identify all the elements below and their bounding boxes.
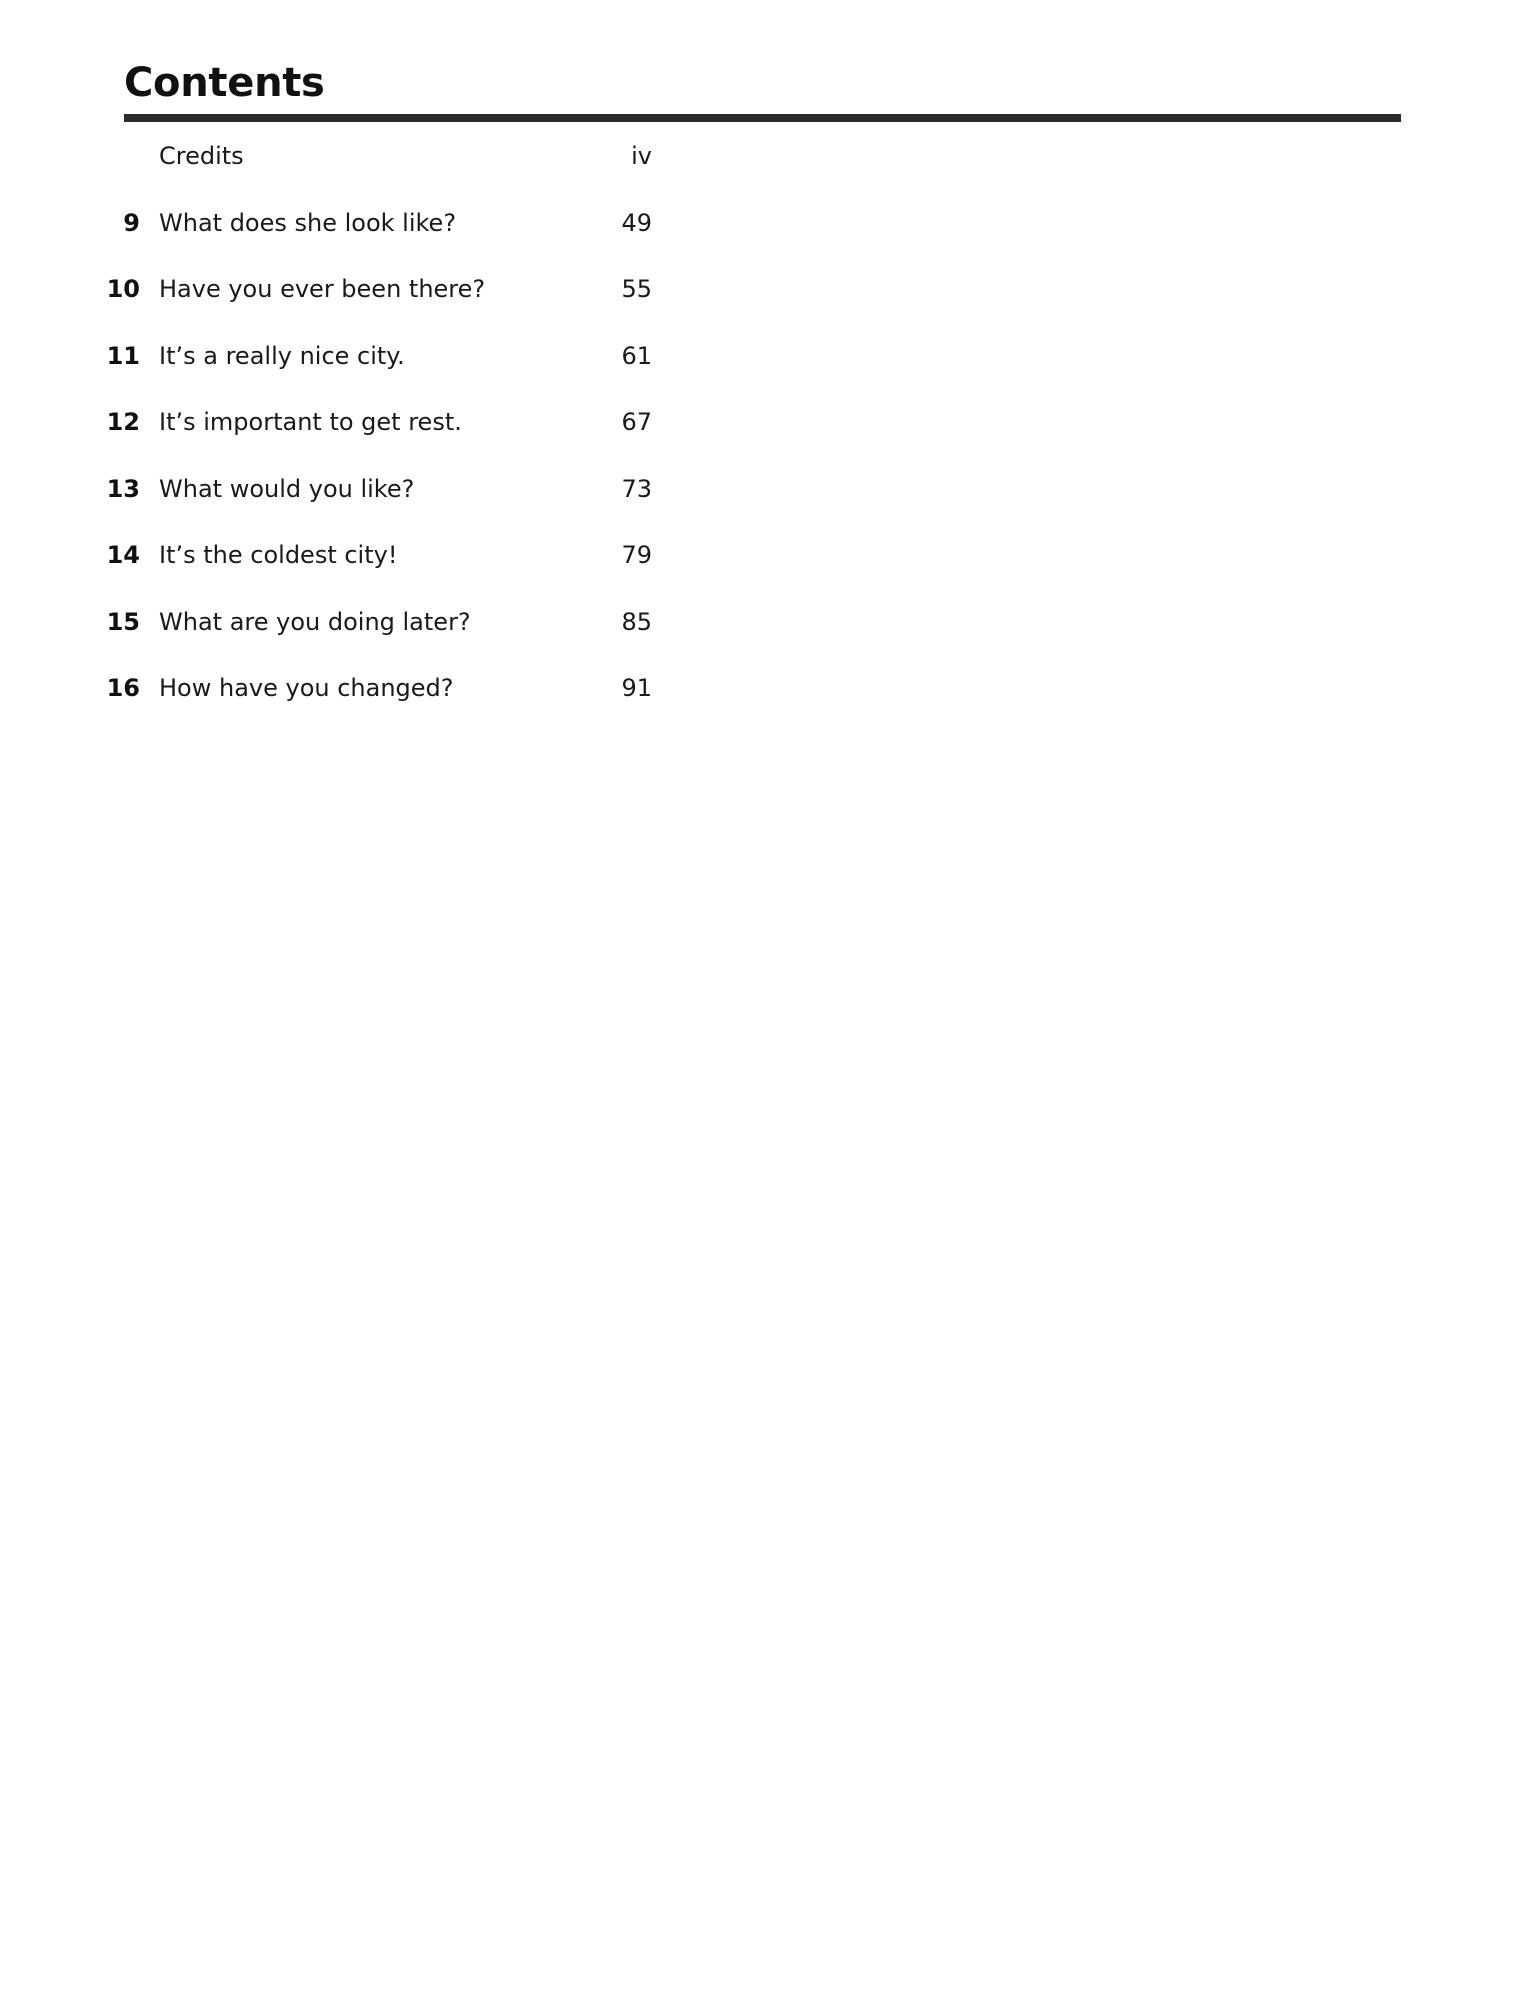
unit-number: 14 bbox=[106, 541, 140, 569]
page-number: 73 bbox=[621, 474, 652, 503]
page-title: Contents bbox=[124, 60, 325, 106]
page-number: 67 bbox=[621, 408, 652, 436]
entry-title: Have you ever been there? bbox=[159, 275, 486, 303]
entry-title: Credits bbox=[159, 142, 244, 170]
page-number: 85 bbox=[621, 607, 652, 636]
toc-entry-credits[interactable] bbox=[0, 128, 700, 195]
page-number: 79 bbox=[621, 541, 652, 569]
page-number: 91 bbox=[621, 674, 652, 702]
page-number: 61 bbox=[621, 341, 652, 370]
page-number: iv bbox=[631, 142, 652, 170]
unit-number: 12 bbox=[106, 408, 140, 436]
unit-number: 16 bbox=[106, 674, 140, 702]
entry-title: How have you changed? bbox=[159, 674, 454, 702]
toc-entry-unit-15[interactable] bbox=[0, 594, 700, 661]
entry-title: It’s a really nice city. bbox=[159, 341, 405, 370]
entry-title: What would you like? bbox=[159, 474, 415, 503]
toc-entry-unit-16[interactable] bbox=[0, 660, 700, 727]
toc-entry-unit-11[interactable] bbox=[0, 328, 700, 395]
unit-number: 10 bbox=[106, 275, 140, 303]
unit-number: 9 bbox=[123, 208, 140, 237]
entry-title: It’s important to get rest. bbox=[159, 408, 462, 436]
toc-entry-unit-9[interactable] bbox=[0, 195, 700, 262]
title-divider bbox=[124, 114, 1401, 122]
unit-number: 13 bbox=[106, 474, 140, 503]
toc-entry-unit-10[interactable] bbox=[0, 261, 700, 328]
table-of-contents bbox=[0, 128, 700, 727]
toc-entry-unit-12[interactable] bbox=[0, 394, 700, 461]
entry-title: What are you doing later? bbox=[159, 607, 471, 636]
toc-entry-unit-13[interactable] bbox=[0, 461, 700, 528]
unit-number: 15 bbox=[106, 607, 140, 636]
unit-number: 11 bbox=[106, 341, 140, 370]
toc-entry-unit-14[interactable] bbox=[0, 527, 700, 594]
entry-title: What does she look like? bbox=[159, 208, 457, 237]
entry-title: It’s the coldest city! bbox=[159, 541, 398, 569]
page-number: 49 bbox=[621, 208, 652, 237]
page-number: 55 bbox=[621, 275, 652, 303]
